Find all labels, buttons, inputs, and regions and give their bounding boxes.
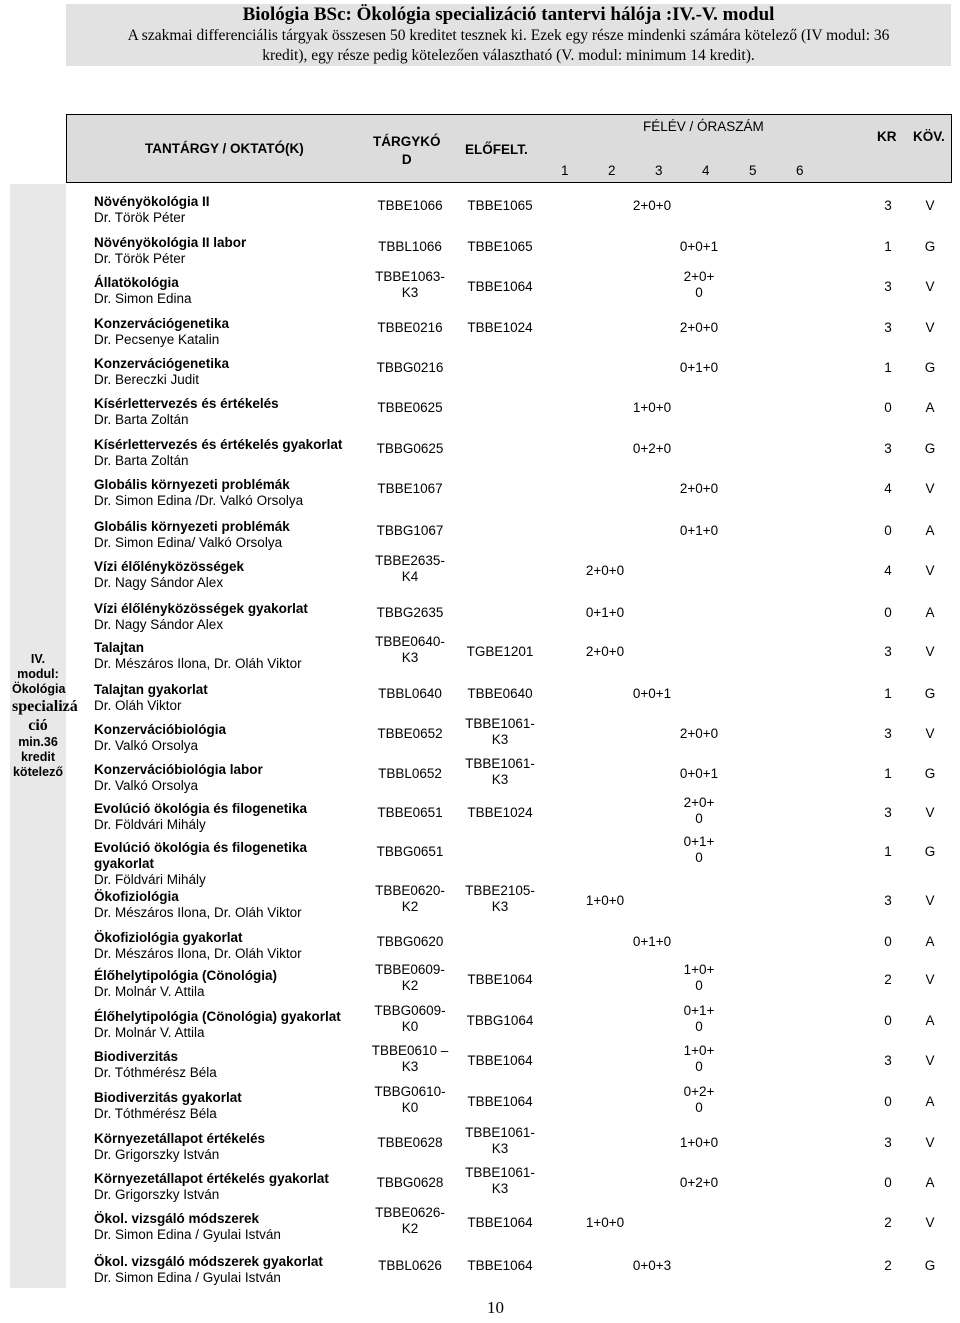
course-prereq-cont: K3 xyxy=(491,772,509,787)
course-tutor: Dr. Grigorszky István xyxy=(94,1187,220,1202)
course-code: TBBE1063- xyxy=(375,269,445,284)
course-hours: 2+0+0 xyxy=(679,481,719,496)
course-credits: 2 xyxy=(884,972,892,987)
course-code-cont: K0 xyxy=(401,1100,419,1115)
course-hours: 1+0+0 xyxy=(585,1215,625,1230)
course-prereq-cont: K3 xyxy=(491,1141,509,1156)
table-row xyxy=(0,1084,960,1128)
course-credits: 0 xyxy=(884,1175,892,1190)
course-hours: 0+1+0 xyxy=(679,360,719,375)
course-requirement: V xyxy=(925,279,935,294)
course-requirement: G xyxy=(924,441,936,456)
course-name: Vízi élőlényközösségek gyakorlat xyxy=(94,601,308,616)
course-hours: 2+0+0 xyxy=(679,726,719,741)
course-prereq: TBBE1064 xyxy=(467,972,533,987)
course-tutor: Dr. Barta Zoltán xyxy=(94,412,189,427)
course-code: TBBE0640- xyxy=(375,634,445,649)
course-prereq: TBBE1064 xyxy=(467,1215,533,1230)
course-prereq: TBBE1065 xyxy=(467,239,533,254)
course-code: TBBL0652 xyxy=(378,766,442,781)
course-credits: 2 xyxy=(884,1215,892,1230)
course-code: TBBG0620 xyxy=(376,934,444,949)
module-label: IV. modul: Ökológia specializá ció min.36 kredit kötelező xyxy=(12,652,78,779)
intro-line-1: A szakmai differenciális tárgyak összesen 50 kreditet tesznek ki. Ezek egy része mindenki számára kötelező (IV modul: 36 xyxy=(127,27,890,44)
course-code: TBBG0609- xyxy=(374,1003,446,1018)
course-requirement: V xyxy=(925,198,935,213)
course-prereq: TBBE1024 xyxy=(467,320,533,335)
course-name: Növényökológia II labor xyxy=(94,235,247,250)
table-header xyxy=(66,114,952,183)
document-title: Biológia BSc: Ökológia specializáció tantervi hálója :IV.-V. modul xyxy=(242,4,775,25)
course-credits: 1 xyxy=(884,360,892,375)
course-credits: 3 xyxy=(884,1135,892,1150)
course-credits: 0 xyxy=(884,934,892,949)
header-sem-4: 4 xyxy=(702,163,710,178)
course-code: TBBL1066 xyxy=(378,239,442,254)
course-credits: 3 xyxy=(884,726,892,741)
course-code: TBBG0610- xyxy=(374,1084,446,1099)
header-sem-3: 3 xyxy=(655,163,663,178)
course-credits: 1 xyxy=(884,766,892,781)
title-banner xyxy=(66,4,951,66)
course-prereq: TBBE1024 xyxy=(467,805,533,820)
course-hours: 1+0+0 xyxy=(632,400,672,415)
header-kr: KR xyxy=(877,129,897,144)
table-row xyxy=(0,233,960,273)
course-hours: 0+1+0 xyxy=(679,523,719,538)
course-code: TBBE0620- xyxy=(375,883,445,898)
course-name: Állatökológia xyxy=(94,275,179,290)
course-tutor: Dr. Mészáros Ilona, Dr. Oláh Viktor xyxy=(94,656,302,671)
table-row xyxy=(0,435,960,475)
course-tutor: Dr. Török Péter xyxy=(94,210,186,225)
course-credits: 0 xyxy=(884,400,892,415)
course-credits: 4 xyxy=(884,481,892,496)
course-requirement: A xyxy=(925,523,935,538)
course-prereq: TBBE1061- xyxy=(465,1125,535,1140)
course-code: TBBE0628 xyxy=(377,1135,443,1150)
course-credits: 3 xyxy=(884,644,892,659)
course-requirement: G xyxy=(924,239,936,254)
course-credits: 3 xyxy=(884,1053,892,1068)
course-hours: 0+2+0 xyxy=(679,1175,719,1190)
course-code-cont: K2 xyxy=(401,978,419,993)
course-name: Globális környezeti problémák xyxy=(94,477,290,492)
course-name: Kísérlettervezés és értékelés gyakorlat xyxy=(94,437,343,452)
course-name: Biodiverzitás xyxy=(94,1049,179,1064)
course-name-cont: gyakorlat xyxy=(94,856,155,871)
course-tutor: Dr. Oláh Viktor xyxy=(94,698,182,713)
course-code: TBBE0216 xyxy=(377,320,443,335)
course-code: TBBE1066 xyxy=(377,198,443,213)
course-name: Konzervációgenetika xyxy=(94,316,230,331)
course-hours: 0+1+ xyxy=(683,1003,715,1018)
course-prereq: TBBE1064 xyxy=(467,1053,533,1068)
course-code-cont: K4 xyxy=(401,569,419,584)
course-hours: 2+0+0 xyxy=(585,563,625,578)
course-requirement: G xyxy=(924,766,936,781)
course-requirement: G xyxy=(924,1258,936,1273)
course-name: Evolúció ökológia és filogenetika xyxy=(94,840,308,855)
course-name: Környezetállapot értékelés gyakorlat xyxy=(94,1171,329,1186)
course-requirement: A xyxy=(925,605,935,620)
course-hours: 2+0+ xyxy=(683,269,715,284)
course-tutor: Dr. Molnár V. Attila xyxy=(94,984,205,999)
course-prereq: TBBE2105- xyxy=(465,883,535,898)
table-row xyxy=(0,1165,960,1209)
course-prereq: TBBE1064 xyxy=(467,1094,533,1109)
table-row xyxy=(0,599,960,639)
table-row xyxy=(0,834,960,887)
header-kov: KÖV. xyxy=(913,129,945,144)
course-code: TBBL0626 xyxy=(378,1258,442,1273)
course-tutor: Dr. Török Péter xyxy=(94,251,186,266)
course-hours-cont: 0 xyxy=(695,850,703,865)
course-tutor: Dr. Mészáros Ilona, Dr. Oláh Viktor xyxy=(94,905,302,920)
course-tutor: Dr. Pecsenye Katalin xyxy=(94,332,220,347)
course-tutor: Dr. Grigorszky István xyxy=(94,1147,220,1162)
course-code-cont: K2 xyxy=(401,899,419,914)
course-hours: 1+0+ xyxy=(683,1043,715,1058)
course-tutor: Dr. Barta Zoltán xyxy=(94,453,189,468)
course-tutor: Dr. Tóthmérész Béla xyxy=(94,1065,217,1080)
course-requirement: G xyxy=(924,360,936,375)
course-prereq: TBBE1064 xyxy=(467,279,533,294)
table-row xyxy=(0,634,960,678)
course-credits: 3 xyxy=(884,441,892,456)
header-prereq: ELŐFELT. xyxy=(465,142,528,157)
course-code: TBBE0652 xyxy=(377,726,443,741)
course-hours: 2+0+0 xyxy=(679,320,719,335)
header-code: TÁRGYKÓ D xyxy=(373,134,441,167)
header-semester: FÉLÉV / ÓRASZÁM xyxy=(643,119,764,134)
course-prereq: TBBE0640 xyxy=(467,686,533,701)
course-name: Konzervációbiológia xyxy=(94,722,227,737)
course-credits: 1 xyxy=(884,239,892,254)
table-row xyxy=(0,1125,960,1169)
course-name: Ökofiziológia gyakorlat xyxy=(94,930,243,945)
course-code: TBBL0640 xyxy=(378,686,442,701)
course-credits: 0 xyxy=(884,1094,892,1109)
course-name: Biodiverzitás gyakorlat xyxy=(94,1090,242,1105)
header-subject: TANTÁRGY / OKTATÓ(K) xyxy=(145,141,304,156)
course-credits: 4 xyxy=(884,563,892,578)
table-row xyxy=(0,795,960,839)
course-tutor: Dr. Nagy Sándor Alex xyxy=(94,617,224,632)
course-name: Növényökológia II xyxy=(94,194,210,209)
course-requirement: V xyxy=(925,726,935,741)
course-credits: 3 xyxy=(884,279,892,294)
course-requirement: V xyxy=(925,481,935,496)
course-code: TBBE1067 xyxy=(377,481,443,496)
course-credits: 1 xyxy=(884,844,892,859)
course-code-cont: K3 xyxy=(401,650,419,665)
course-hours-cont: 0 xyxy=(695,1100,703,1115)
course-name: Konzervációbiológia labor xyxy=(94,762,263,777)
course-tutor: Dr. Földvári Mihály xyxy=(94,872,206,887)
course-requirement: V xyxy=(925,1215,935,1230)
course-requirement: G xyxy=(924,844,936,859)
course-name: Élőhelytipológia (Cönológia) gyakorlat xyxy=(94,1009,341,1024)
course-tutor: Dr. Földvári Mihály xyxy=(94,817,206,832)
course-hours: 2+0+0 xyxy=(585,644,625,659)
table-row xyxy=(0,394,960,434)
table-row xyxy=(0,928,960,968)
course-code: TBBG0625 xyxy=(376,441,444,456)
course-tutor: Dr. Valkó Orsolya xyxy=(94,738,199,753)
course-prereq: TBBG1064 xyxy=(466,1013,534,1028)
table-row xyxy=(0,716,960,760)
course-requirement: V xyxy=(925,1053,935,1068)
table-row xyxy=(0,756,960,800)
course-credits: 0 xyxy=(884,1013,892,1028)
course-hours: 1+0+0 xyxy=(679,1135,719,1150)
intro-line-2: kredit), egy része pedig kötelezően választható (V. modul: minimum 14 kredit). xyxy=(262,47,755,64)
course-code: TBBE0651 xyxy=(377,805,443,820)
course-code: TBBE2635- xyxy=(375,553,445,568)
course-tutor: Dr. Nagy Sándor Alex xyxy=(94,575,224,590)
course-name: Globális környezeti problémák xyxy=(94,519,290,534)
course-requirement: V xyxy=(925,972,935,987)
course-tutor: Dr. Simon Edina / Gyulai István xyxy=(94,1227,281,1242)
header-sem-1: 1 xyxy=(561,163,569,178)
course-credits: 3 xyxy=(884,320,892,335)
course-tutor: Dr. Mészáros Ilona, Dr. Oláh Viktor xyxy=(94,946,302,961)
course-tutor: Dr. Valkó Orsolya xyxy=(94,778,199,793)
table-row xyxy=(0,354,960,394)
course-prereq: TBBE1065 xyxy=(467,198,533,213)
course-hours-cont: 0 xyxy=(695,978,703,993)
course-prereq: TBBE1061- xyxy=(465,756,535,771)
course-hours: 1+0+0 xyxy=(585,893,625,908)
course-name: Talajtan gyakorlat xyxy=(94,682,208,697)
course-name: Kísérlettervezés és értékelés xyxy=(94,396,279,411)
course-name: Talajtan xyxy=(94,640,145,655)
course-hours: 0+2+0 xyxy=(632,441,672,456)
header-sem-2: 2 xyxy=(608,163,616,178)
course-code: TBBG0651 xyxy=(376,844,444,859)
course-code-cont: K3 xyxy=(401,1059,419,1074)
table-row xyxy=(0,1003,960,1047)
header-sem-6: 6 xyxy=(796,163,804,178)
course-code: TBBE0625 xyxy=(377,400,443,415)
table-row xyxy=(0,1043,960,1087)
course-code-cont: K0 xyxy=(401,1019,419,1034)
course-hours: 0+2+ xyxy=(683,1084,715,1099)
course-tutor: Dr. Bereczki Judit xyxy=(94,372,200,387)
table-row xyxy=(0,1252,960,1292)
course-hours: 0+1+0 xyxy=(585,605,625,620)
course-requirement: G xyxy=(924,686,936,701)
course-hours-cont: 0 xyxy=(695,811,703,826)
course-requirement: A xyxy=(925,1094,935,1109)
course-code-cont: K3 xyxy=(401,285,419,300)
course-name: Élőhelytipológia (Cönológia) xyxy=(94,968,277,983)
course-requirement: V xyxy=(925,893,935,908)
course-prereq: TBBE1061- xyxy=(465,1165,535,1180)
header-sem-5: 5 xyxy=(749,163,757,178)
course-hours: 2+0+0 xyxy=(632,198,672,213)
course-credits: 0 xyxy=(884,605,892,620)
course-hours-cont: 0 xyxy=(695,285,703,300)
course-requirement: V xyxy=(925,1135,935,1150)
course-hours: 0+0+1 xyxy=(632,686,672,701)
course-requirement: A xyxy=(925,1013,935,1028)
course-prereq: TGBE1201 xyxy=(466,644,534,659)
course-name: Konzervációgenetika xyxy=(94,356,230,371)
course-code: TBBE0626- xyxy=(375,1205,445,1220)
table-row xyxy=(0,1205,960,1249)
course-credits: 3 xyxy=(884,805,892,820)
course-requirement: V xyxy=(925,320,935,335)
page-number: 10 xyxy=(487,1298,504,1317)
course-hours: 0+0+3 xyxy=(632,1258,672,1273)
course-tutor: Dr. Simon Edina /Dr. Valkó Orsolya xyxy=(94,493,304,508)
table-row xyxy=(0,962,960,1006)
table-row xyxy=(0,553,960,597)
course-credits: 3 xyxy=(884,198,892,213)
course-prereq-cont: K3 xyxy=(491,899,509,914)
course-name: Környezetállapot értékelés xyxy=(94,1131,266,1146)
table-row xyxy=(0,883,960,927)
table-row xyxy=(0,314,960,354)
course-prereq-cont: K3 xyxy=(491,1181,509,1196)
table-row xyxy=(0,269,960,313)
table-row xyxy=(0,192,960,232)
course-code: TBBG0216 xyxy=(376,360,444,375)
course-tutor: Dr. Molnár V. Attila xyxy=(94,1025,205,1040)
course-hours: 1+0+ xyxy=(683,962,715,977)
course-code: TBBG2635 xyxy=(376,605,444,620)
table-row xyxy=(0,680,960,720)
table-row xyxy=(0,475,960,515)
course-code: TBBE0609- xyxy=(375,962,445,977)
course-hours: 0+0+1 xyxy=(679,239,719,254)
course-credits: 3 xyxy=(884,893,892,908)
course-tutor: Dr. Simon Edina/ Valkó Orsolya xyxy=(94,535,283,550)
course-requirement: V xyxy=(925,644,935,659)
course-name: Vízi élőlényközösségek xyxy=(94,559,245,574)
course-prereq: TBBE1064 xyxy=(467,1258,533,1273)
course-name: Ökofiziológia xyxy=(94,889,179,904)
course-requirement: A xyxy=(925,1175,935,1190)
course-hours: 0+1+0 xyxy=(632,934,672,949)
course-hours-cont: 0 xyxy=(695,1059,703,1074)
course-tutor: Dr. Tóthmérész Béla xyxy=(94,1106,217,1121)
course-tutor: Dr. Simon Edina / Gyulai István xyxy=(94,1270,281,1285)
course-code: TBBG1067 xyxy=(376,523,444,538)
course-name: Ökol. vizsgáló módszerek xyxy=(94,1211,260,1226)
course-hours: 0+1+ xyxy=(683,834,715,849)
course-requirement: V xyxy=(925,563,935,578)
course-name: Evolúció ökológia és filogenetika xyxy=(94,801,308,816)
course-requirement: V xyxy=(925,805,935,820)
course-name: Ökol. vizsgáló módszerek gyakorlat xyxy=(94,1254,323,1269)
course-hours-cont: 0 xyxy=(695,1019,703,1034)
course-prereq: TBBE1061- xyxy=(465,716,535,731)
course-code: TBBG0628 xyxy=(376,1175,444,1190)
course-code-cont: K2 xyxy=(401,1221,419,1236)
course-code: TBBE0610 – xyxy=(371,1043,449,1058)
table-row xyxy=(0,517,960,557)
course-hours: 2+0+ xyxy=(683,795,715,810)
course-requirement: A xyxy=(925,934,935,949)
course-tutor: Dr. Simon Edina xyxy=(94,291,192,306)
course-credits: 1 xyxy=(884,686,892,701)
course-hours: 0+0+1 xyxy=(679,766,719,781)
course-credits: 0 xyxy=(884,523,892,538)
course-credits: 2 xyxy=(884,1258,892,1273)
course-prereq-cont: K3 xyxy=(491,732,509,747)
course-requirement: A xyxy=(925,400,935,415)
